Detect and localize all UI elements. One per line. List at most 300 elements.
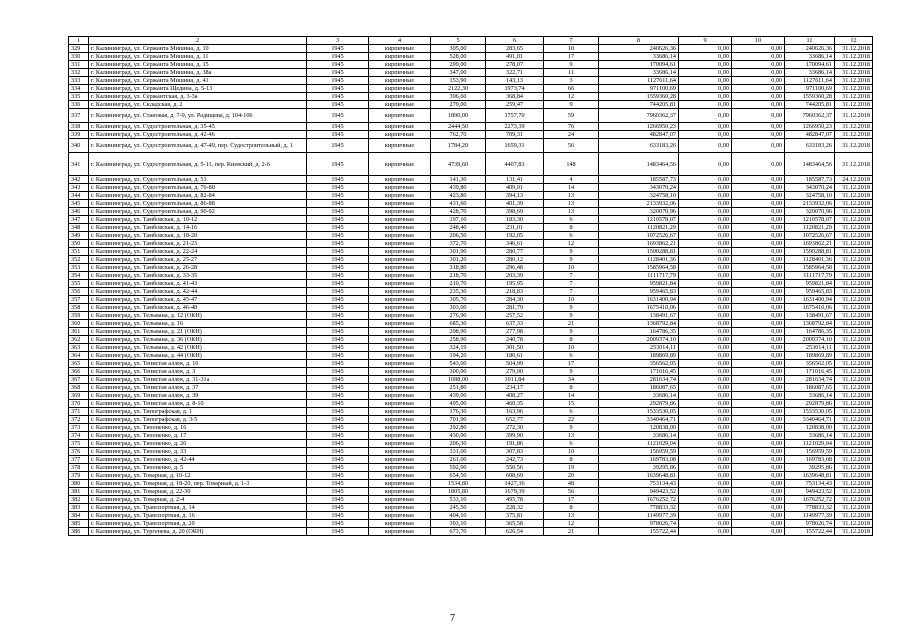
date-cell: 31.12.2018 (835, 416, 873, 424)
amount-cell: 0,00 (679, 400, 732, 408)
row-number: 348 (69, 224, 89, 232)
address-cell: г. Калининград, ул. Тамбовская, д. 21-23 (89, 240, 307, 248)
row-number: 378 (69, 464, 89, 472)
date-cell: 31.12.2018 (835, 520, 873, 528)
year-cell: 1945 (307, 77, 369, 85)
row-number: 332 (69, 69, 89, 77)
row-number: 329 (69, 45, 89, 53)
amount-cell: 0,00 (732, 184, 785, 192)
table-row (69, 456, 873, 464)
amount-cell: 1128401,36 (599, 256, 679, 264)
year-cell: 1945 (307, 520, 369, 528)
table-row (69, 528, 873, 536)
date-cell: 31.12.2018 (835, 312, 873, 320)
year-cell: 1945 (307, 392, 369, 400)
row-number: 364 (69, 352, 89, 360)
residents-cell: 17 (544, 53, 599, 61)
amount-cell: 138491,67 (785, 312, 835, 320)
amount-cell: 0,00 (732, 264, 785, 272)
living-area-cell: 626,54 (486, 528, 544, 536)
living-area-cell: 504,99 (486, 360, 544, 368)
total-area-cell: 396,60 (431, 93, 486, 101)
address-cell: г. Калининград, ул. Товарная, д. 18-20, пер. Товарный, д. 1-3 (89, 480, 307, 488)
material-cell: кирпичные (369, 392, 431, 400)
amount-cell: 1072526,67 (785, 232, 835, 240)
year-cell: 1945 (307, 264, 369, 272)
amount-cell: 1127611,64 (599, 77, 679, 85)
table-row (69, 109, 873, 123)
address-cell: г. Калининград, ул. Сержанта Мишина, д. 15 (89, 61, 307, 69)
living-area-cell: 1659,31 (486, 139, 544, 153)
amount-cell: 0,00 (679, 488, 732, 496)
amount-cell: 7960362,37 (599, 109, 679, 123)
amount-cell: 0,00 (679, 440, 732, 448)
amount-cell: 1149977,39 (599, 512, 679, 520)
material-cell: кирпичные (369, 61, 431, 69)
amount-cell: 0,00 (732, 336, 785, 344)
amount-cell: 281634,74 (599, 376, 679, 384)
material-cell: кирпичные (369, 280, 431, 288)
residents-cell: 66 (544, 85, 599, 93)
address-cell: г. Калининград, ул. Тамбовская, д. 10-12 (89, 216, 307, 224)
residents-cell: 17 (544, 360, 599, 368)
material-cell: кирпичные (369, 208, 431, 216)
amount-cell: 959465,83 (785, 288, 835, 296)
year-cell: 1945 (307, 360, 369, 368)
amount-cell: 0,00 (679, 336, 732, 344)
amount-cell: 1483464,56 (785, 153, 835, 176)
amount-cell: 0,00 (679, 256, 732, 264)
amount-cell: 0,00 (679, 520, 732, 528)
amount-cell: 0,00 (732, 45, 785, 53)
residents-cell: 10 (544, 45, 599, 53)
amount-cell: 324758,10 (785, 192, 835, 200)
amount-cell: 1585964,58 (785, 264, 835, 272)
residents-cell: 24 (544, 131, 599, 139)
living-area-cell: 257,52 (486, 312, 544, 320)
residents-cell: 7 (544, 288, 599, 296)
amount-cell: 1266950,23 (599, 123, 679, 131)
year-cell: 1945 (307, 320, 369, 328)
year-cell: 1945 (307, 184, 369, 192)
amount-cell: 0,00 (732, 520, 785, 528)
date-cell: 31.12.2018 (835, 528, 873, 536)
date-cell: 31.12.2018 (835, 400, 873, 408)
amount-cell: 0,00 (732, 376, 785, 384)
living-area-cell: 409,01 (486, 184, 544, 192)
material-cell: кирпичные (369, 93, 431, 101)
row-number: 359 (69, 312, 89, 320)
date-cell: 31.12.2018 (835, 296, 873, 304)
date-cell: 31.12.2018 (835, 376, 873, 384)
material-cell: кирпичные (369, 288, 431, 296)
residents-cell: 7 (544, 280, 599, 288)
amount-cell: 0,00 (679, 296, 732, 304)
amount-cell: 1675410,06 (785, 304, 835, 312)
column-header: 10 (732, 37, 785, 45)
date-cell: 24.12.2018 (835, 176, 873, 184)
row-number: 347 (69, 216, 89, 224)
amount-cell: 253014,11 (599, 344, 679, 352)
address-cell: г. Калининград, ул. Тельмана, д. 42 (ОКН) (89, 344, 307, 352)
amount-cell: 1675410,06 (599, 304, 679, 312)
residents-cell: 13 (544, 432, 599, 440)
amount-cell: 0,00 (732, 280, 785, 288)
address-cell: г. Калининград, ул. Складская, д. 2 (89, 101, 307, 109)
amount-cell: 138491,67 (599, 312, 679, 320)
date-cell: 31.12.2018 (835, 496, 873, 504)
year-cell: 1945 (307, 192, 369, 200)
material-cell: кирпичные (369, 488, 431, 496)
table-row (69, 432, 873, 440)
total-area-cell: 141,30 (431, 176, 486, 184)
amount-cell: 0,00 (679, 184, 732, 192)
amount-cell: 0,00 (679, 448, 732, 456)
row-number: 361 (69, 328, 89, 336)
amount-cell: 0,00 (679, 312, 732, 320)
residents-cell: 9 (544, 312, 599, 320)
row-number: 363 (69, 344, 89, 352)
total-area-cell: 261,00 (431, 456, 486, 464)
row-number: 366 (69, 368, 89, 376)
address-cell: г. Калининград, ул. Тамбовская, д. 41-43 (89, 280, 307, 288)
amount-cell: 0,00 (679, 45, 732, 53)
living-area-cell: 346,61 (486, 240, 544, 248)
date-cell: 31.12.2018 (835, 424, 873, 432)
amount-cell: 189869,89 (785, 352, 835, 360)
table-row (69, 344, 873, 352)
column-header: 11 (785, 37, 835, 45)
living-area-cell: 491,01 (486, 53, 544, 61)
amount-cell: 0,00 (679, 512, 732, 520)
amount-cell: 185587,73 (785, 176, 835, 184)
date-cell: 31.12.2018 (835, 248, 873, 256)
total-area-cell: 235,30 (431, 288, 486, 296)
amount-cell: 320070,96 (785, 208, 835, 216)
total-area-cell: 305,70 (431, 296, 486, 304)
amount-cell: 633183,26 (785, 139, 835, 153)
residents-cell: 9 (544, 256, 599, 264)
living-area-cell: 368,84 (486, 93, 544, 101)
amount-cell: 0,00 (732, 480, 785, 488)
address-cell: г. Калининград, ул. Товарная, д. 2-4 (89, 496, 307, 504)
table-row (69, 392, 873, 400)
total-area-cell: 305,00 (431, 45, 486, 53)
amount-cell: 0,00 (732, 69, 785, 77)
material-cell: кирпичные (369, 496, 431, 504)
address-cell: г. Калининград, ул. Судостроительная, д. 53 (89, 176, 307, 184)
total-area-cell: 218,70 (431, 272, 486, 280)
material-cell: кирпичные (369, 240, 431, 248)
amount-cell: 0,00 (679, 272, 732, 280)
residents-cell: 15 (544, 400, 599, 408)
date-cell: 31.12.2018 (835, 336, 873, 344)
residents-cell: 17 (544, 496, 599, 504)
residents-cell: 13 (544, 200, 599, 208)
address-cell: г. Калининград, ул. Судостроительная, д. 35-45 (89, 123, 307, 131)
row-number: 384 (69, 512, 89, 520)
table-row (69, 520, 873, 528)
residents-cell: 12 (544, 240, 599, 248)
row-number: 383 (69, 504, 89, 512)
residents-cell: 20 (544, 472, 599, 480)
material-cell: кирпичные (369, 416, 431, 424)
amount-cell: 120838,00 (785, 424, 835, 432)
amount-cell: 33686,14 (599, 53, 679, 61)
year-cell: 1945 (307, 200, 369, 208)
total-area-cell: 439,00 (431, 392, 486, 400)
total-area-cell: 431,60 (431, 200, 486, 208)
year-cell: 1945 (307, 240, 369, 248)
amount-cell: 164786,35 (785, 328, 835, 336)
amount-cell: 1368792,84 (599, 320, 679, 328)
total-area-cell: 673,70 (431, 528, 486, 536)
living-area-cell: 1011,84 (486, 376, 544, 384)
amount-cell: 1121029,04 (599, 440, 679, 448)
row-number: 357 (69, 296, 89, 304)
total-area-cell: 701,90 (431, 416, 486, 424)
table-row (69, 240, 873, 248)
material-cell: кирпичные (369, 85, 431, 93)
amount-cell: 0,00 (732, 496, 785, 504)
amount-cell: 1072526,67 (599, 232, 679, 240)
amount-cell: 778833,32 (785, 504, 835, 512)
date-cell: 31.12.2018 (835, 264, 873, 272)
residents-cell: 13 (544, 512, 599, 520)
amount-cell: 2133932,06 (599, 200, 679, 208)
amount-cell: 2133932,06 (785, 200, 835, 208)
living-area-cell: 652,77 (486, 416, 544, 424)
living-area-cell: 259,47 (486, 101, 544, 109)
amount-cell: 0,00 (732, 208, 785, 216)
amount-cell: 0,00 (732, 176, 785, 184)
residents-cell: 8 (544, 224, 599, 232)
address-cell: г. Калининград, ул. Тамбовская, д. 46-48 (89, 304, 307, 312)
residents-cell: 6 (544, 440, 599, 448)
table-row (69, 376, 873, 384)
living-area-cell: 277,98 (486, 328, 544, 336)
table-row (69, 408, 873, 416)
amount-cell: 778833,32 (599, 504, 679, 512)
total-area-cell: 1088,00 (431, 376, 486, 384)
amount-cell: 343070,24 (599, 184, 679, 192)
table-row (69, 53, 873, 61)
address-cell: г. Калининград, ул. Тенистая аллея, д. 31-31а (89, 376, 307, 384)
living-area-cell: 1679,39 (486, 488, 544, 496)
amount-cell: 0,00 (679, 53, 732, 61)
living-area-cell: 272,30 (486, 424, 544, 432)
amount-cell: 0,00 (679, 224, 732, 232)
column-header: 3 (307, 37, 369, 45)
year-cell: 1945 (307, 328, 369, 336)
row-number: 385 (69, 520, 89, 528)
table-row (69, 464, 873, 472)
amount-cell: 0,00 (679, 328, 732, 336)
date-cell: 31.12.2018 (835, 232, 873, 240)
amount-cell: 33686,14 (785, 392, 835, 400)
amount-cell: 0,00 (679, 384, 732, 392)
amount-cell: 0,00 (679, 61, 732, 69)
amount-cell: 0,00 (679, 176, 732, 184)
living-area-cell: 191,86 (486, 440, 544, 448)
date-cell: 31.12.2018 (835, 192, 873, 200)
year-cell: 1945 (307, 139, 369, 153)
amount-cell: 0,00 (732, 408, 785, 416)
residents-cell: 8 (544, 336, 599, 344)
year-cell: 1945 (307, 528, 369, 536)
address-cell: г. Калининград, ул. Тихоненко, д. 17 (89, 432, 307, 440)
residents-cell: 56 (544, 139, 599, 153)
total-area-cell: 245,50 (431, 504, 486, 512)
living-area-cell: 163,96 (486, 408, 544, 416)
residents-cell: 56 (544, 488, 599, 496)
amount-cell: 0,00 (732, 432, 785, 440)
amount-cell: 0,00 (679, 472, 732, 480)
row-number: 370 (69, 400, 89, 408)
total-area-cell: 153,90 (431, 77, 486, 85)
total-area-cell: 423,80 (431, 192, 486, 200)
residents-cell: 10 (544, 264, 599, 272)
table-row (69, 200, 873, 208)
year-cell: 1945 (307, 176, 369, 184)
total-area-cell: 393,10 (431, 520, 486, 528)
table-row (69, 280, 873, 288)
table-row (69, 176, 873, 184)
amount-cell: 0,00 (679, 416, 732, 424)
amount-cell: 0,00 (679, 496, 732, 504)
amount-cell: 0,00 (732, 360, 785, 368)
table-row (69, 139, 873, 153)
date-cell: 31.12.2018 (835, 101, 873, 109)
total-area-cell: 495,00 (431, 400, 486, 408)
amount-cell: 0,00 (732, 464, 785, 472)
living-area-cell: 231,01 (486, 224, 544, 232)
address-cell: г. Калининград, ул. Тельмана, д. 36 (ОКН) (89, 336, 307, 344)
amount-cell: 356562,05 (785, 360, 835, 368)
living-area-cell: 218,83 (486, 288, 544, 296)
amount-cell: 482847,07 (785, 131, 835, 139)
material-cell: кирпичные (369, 192, 431, 200)
amount-cell: 1127611,64 (785, 77, 835, 85)
address-cell: г. Калининград, ул. Сержанта Щедина, д. 5-13 (89, 85, 307, 93)
material-cell: кирпичные (369, 69, 431, 77)
amount-cell: 0,00 (732, 352, 785, 360)
residents-cell: 6 (544, 232, 599, 240)
table-row (69, 264, 873, 272)
material-cell: кирпичные (369, 464, 431, 472)
amount-cell: 1149977,39 (785, 512, 835, 520)
total-area-cell: 528,00 (431, 53, 486, 61)
amount-cell: 1693862,21 (785, 240, 835, 248)
amount-cell: 156959,59 (599, 448, 679, 456)
date-cell: 31.12.2018 (835, 448, 873, 456)
residents-cell: 4 (544, 176, 599, 184)
total-area-cell: 543,00 (431, 360, 486, 368)
address-cell: г. Калининград, ул. Тихоненко, д. 5 (89, 464, 307, 472)
table-row (69, 184, 873, 192)
total-area-cell: 430,00 (431, 432, 486, 440)
table-row (69, 504, 873, 512)
address-cell: г. Калининград, ул. Транспортная, д. 20 (89, 520, 307, 528)
amount-cell: 0,00 (679, 208, 732, 216)
residents-cell: 22 (544, 416, 599, 424)
amount-cell: 959465,83 (599, 288, 679, 296)
date-cell: 31.12.2018 (835, 256, 873, 264)
year-cell: 1945 (307, 488, 369, 496)
amount-cell: 959821,84 (785, 280, 835, 288)
total-area-cell: 2444,50 (431, 123, 486, 131)
row-number: 380 (69, 480, 89, 488)
table-row (69, 61, 873, 69)
material-cell: кирпичные (369, 200, 431, 208)
table-row (69, 440, 873, 448)
amount-cell: 171016,45 (599, 368, 679, 376)
amount-cell: 0,00 (679, 304, 732, 312)
material-cell: кирпичные (369, 139, 431, 153)
row-number: 337 (69, 109, 89, 123)
amount-cell: 0,00 (732, 304, 785, 312)
row-number: 350 (69, 240, 89, 248)
amount-cell: 0,00 (732, 85, 785, 93)
amount-cell: 0,00 (732, 344, 785, 352)
living-area-cell: 203,39 (486, 272, 544, 280)
amount-cell: 33686,14 (599, 69, 679, 77)
year-cell: 1945 (307, 288, 369, 296)
total-area-cell: 1534,80 (431, 480, 486, 488)
amount-cell: 0,00 (732, 528, 785, 536)
material-cell: кирпичные (369, 480, 431, 488)
amount-cell: 189869,89 (599, 352, 679, 360)
row-number: 365 (69, 360, 89, 368)
address-cell: г. Калининград, ул. Типографская, д. 3-5 (89, 416, 307, 424)
year-cell: 1945 (307, 456, 369, 464)
address-cell: г. Калининград, ул. Сержанта Мишина, д. 38а (89, 69, 307, 77)
date-cell: 31.12.2018 (835, 61, 873, 69)
amount-cell: 0,00 (679, 344, 732, 352)
material-cell: кирпичные (369, 320, 431, 328)
amount-cell: 0,00 (679, 432, 732, 440)
date-cell: 31.12.2018 (835, 360, 873, 368)
total-area-cell: 206,30 (431, 440, 486, 448)
amount-cell: 120838,00 (599, 424, 679, 432)
amount-cell: 155722,44 (785, 528, 835, 536)
amount-cell: 1676252,72 (785, 496, 835, 504)
date-cell: 31.12.2018 (835, 216, 873, 224)
date-cell: 31.12.2018 (835, 440, 873, 448)
year-cell: 1945 (307, 464, 369, 472)
amount-cell: 33686,14 (785, 432, 835, 440)
row-number: 369 (69, 392, 89, 400)
table-row (69, 288, 873, 296)
date-cell: 31.12.2018 (835, 384, 873, 392)
living-area-cell: 131,41 (486, 176, 544, 184)
amount-cell: 0,00 (679, 232, 732, 240)
total-area-cell: 324,19 (431, 344, 486, 352)
row-number: 340 (69, 139, 89, 153)
table-row (69, 360, 873, 368)
address-cell: г. Калининград, ул. Тельмана, д. 16 (89, 320, 307, 328)
total-area-cell: 428,70 (431, 208, 486, 216)
material-cell: кирпичные (369, 109, 431, 123)
year-cell: 1945 (307, 131, 369, 139)
year-cell: 1945 (307, 504, 369, 512)
date-cell: 31.12.2018 (835, 272, 873, 280)
address-cell: г. Калининград, ул. Тенистая аллея, д. 8-10 (89, 400, 307, 408)
material-cell: кирпичные (369, 312, 431, 320)
amount-cell: 240626,36 (785, 45, 835, 53)
year-cell: 1945 (307, 123, 369, 131)
amount-cell: 959821,84 (599, 280, 679, 288)
